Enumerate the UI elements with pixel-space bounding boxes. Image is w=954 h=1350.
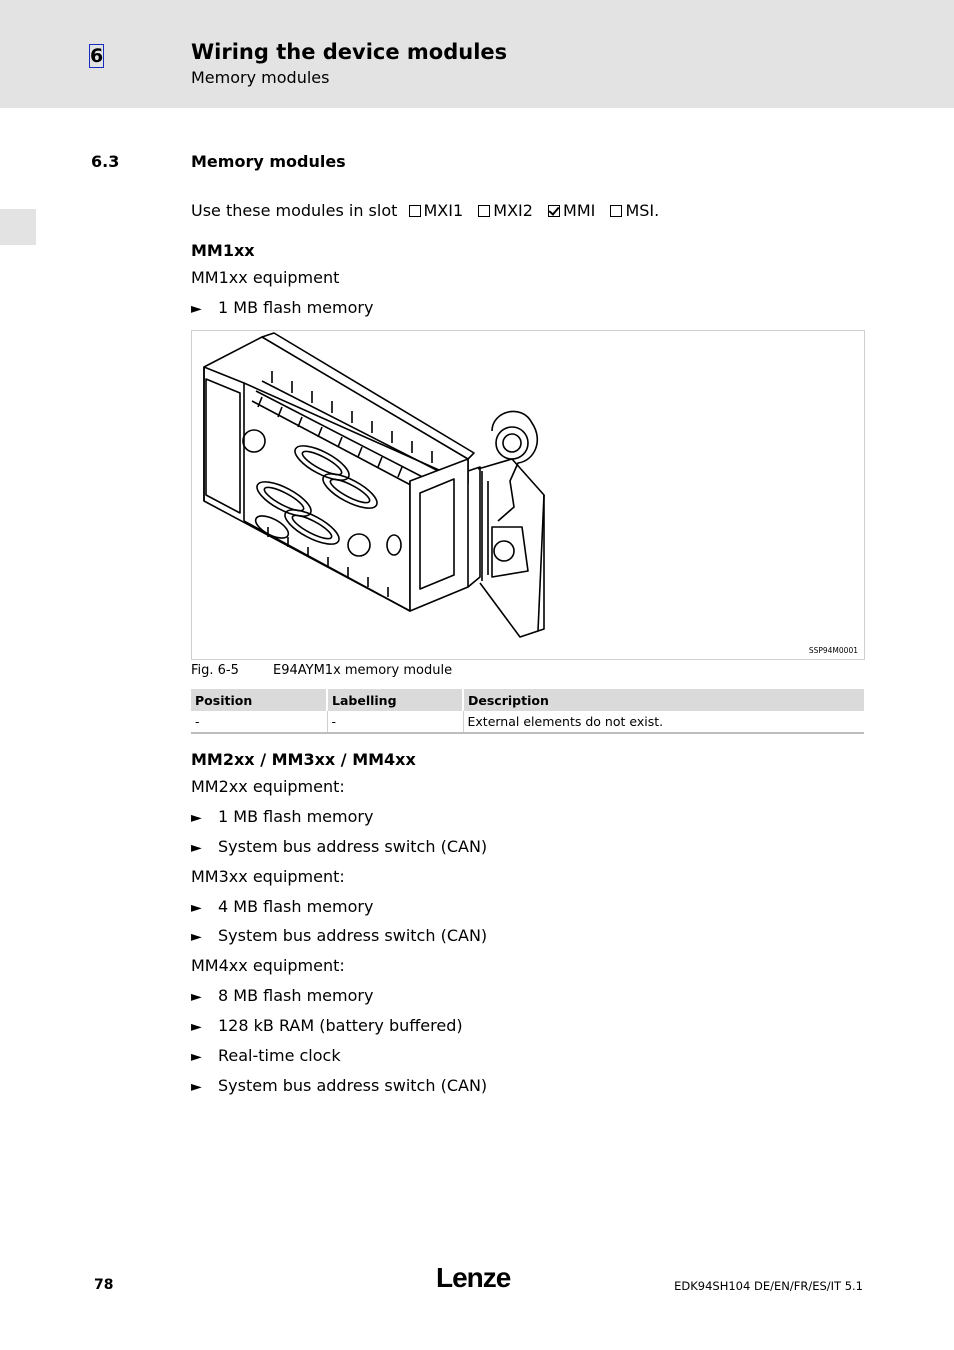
elements-table xyxy=(191,689,864,734)
checkbox-icon xyxy=(478,205,490,217)
list-item: ► System bus address switch (CAN) xyxy=(191,837,488,856)
section-title: Memory modules xyxy=(191,152,346,171)
mm1xx-heading: MM1xx xyxy=(191,241,255,260)
mm4xx-equipment-label: MM4xx equipment: xyxy=(191,956,345,975)
list-item: ► Real-time clock xyxy=(191,1046,341,1065)
list-item: ► 1 MB flash memory xyxy=(191,298,374,317)
table-row xyxy=(191,711,864,733)
mm234-heading: MM2xx / MM3xx / MM4xx xyxy=(191,750,416,769)
bullet-icon: ► xyxy=(191,900,202,916)
column-header: Position xyxy=(191,689,327,711)
checkbox-checked-icon xyxy=(548,205,560,217)
list-item: ► System bus address switch (CAN) xyxy=(191,1076,488,1095)
chapter-side-tab xyxy=(0,209,36,245)
list-item: ► 1 MB flash memory xyxy=(191,807,374,826)
memory-module-illustration xyxy=(192,331,864,659)
mm2xx-equipment-label: MM2xx equipment: xyxy=(191,777,345,796)
table-cell: - xyxy=(191,711,327,733)
list-item: ► 8 MB flash memory xyxy=(191,986,374,1005)
bullet-icon: ► xyxy=(191,1049,202,1065)
figure-code: SSP94M0001 xyxy=(808,646,858,655)
slot-mxi2: MXI2 xyxy=(478,201,533,220)
slot-mxi1: MXI1 xyxy=(409,201,464,220)
bullet-icon: ► xyxy=(191,989,202,1005)
bullet-icon: ► xyxy=(191,301,202,317)
bullet-icon: ► xyxy=(191,840,202,856)
bullet-icon: ► xyxy=(191,810,202,826)
table-cell: External elements do not exist. xyxy=(463,711,864,733)
figure-caption-text: E94AYM1x memory module xyxy=(273,663,453,678)
list-item: ► System bus address switch (CAN) xyxy=(191,926,488,945)
lenze-logo: Lenze xyxy=(436,1262,511,1293)
column-header: Description xyxy=(463,689,864,711)
slot-line-prefix: Use these modules in slot xyxy=(191,201,398,220)
document-id: EDK94SH104 DE/EN/FR/ES/IT 5.1 xyxy=(674,1279,863,1293)
slot-msi: MSI. xyxy=(610,201,659,220)
slot-line xyxy=(191,201,659,220)
list-item: ► 128 kB RAM (battery buffered) xyxy=(191,1016,463,1035)
figure-caption-number: Fig. 6-5 xyxy=(191,663,239,678)
bullet-icon: ► xyxy=(191,1079,202,1095)
slot-mmi: MMI xyxy=(548,201,595,220)
mm3xx-equipment-label: MM3xx equipment: xyxy=(191,867,345,886)
chapter-title: Wiring the device modules xyxy=(191,40,508,64)
bullet-icon: ► xyxy=(191,1019,202,1035)
section-number: 6.3 xyxy=(91,152,120,171)
list-item: ► 4 MB flash memory xyxy=(191,897,374,916)
mm1xx-equipment-label: MM1xx equipment xyxy=(191,268,340,287)
table-cell: - xyxy=(327,711,463,733)
table-header-row xyxy=(191,689,864,711)
figure-memory-module xyxy=(191,330,865,660)
page-number: 78 xyxy=(94,1277,114,1293)
chapter-subtitle: Memory modules xyxy=(191,68,330,87)
chapter-number: 6 xyxy=(90,45,104,67)
checkbox-icon xyxy=(409,205,421,217)
checkbox-icon xyxy=(610,205,622,217)
column-header: Labelling xyxy=(327,689,463,711)
bullet-icon: ► xyxy=(191,929,202,945)
